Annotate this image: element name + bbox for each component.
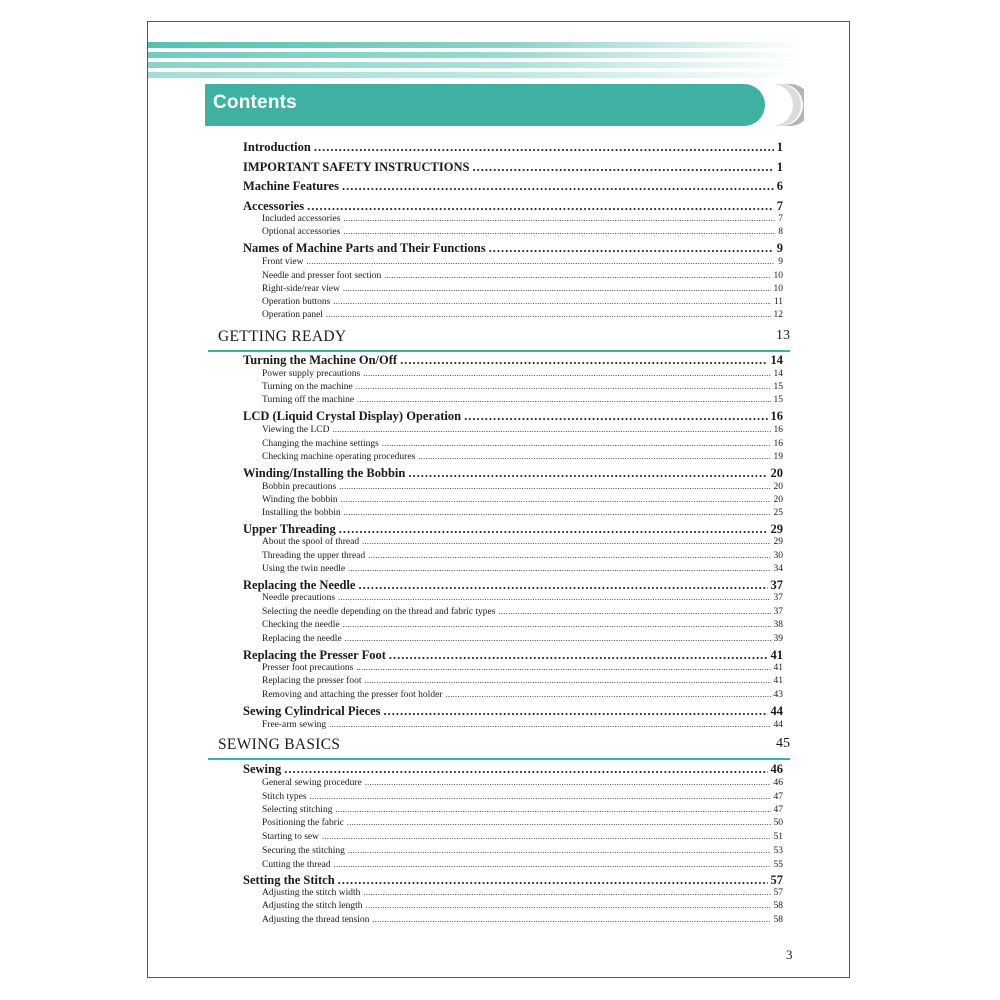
toc-entry-label: Free-arm sewing xyxy=(262,720,327,730)
dot-leader xyxy=(329,720,770,729)
toc-entry-page: 38 xyxy=(773,620,783,630)
section-page-number: 45 xyxy=(776,736,790,751)
dot-leader xyxy=(408,466,767,481)
toc-entry-label: Replacing the Needle xyxy=(243,578,356,592)
toc-entry-page: 6 xyxy=(776,179,783,193)
toc-entry-page: 57 xyxy=(770,873,783,887)
toc-entry-label: Selecting the needle depending on the thread and fabric types xyxy=(262,607,496,617)
toc-entry-label: Adjusting the stitch length xyxy=(262,901,363,911)
dot-leader xyxy=(341,495,771,504)
toc-entry-page: 20 xyxy=(773,495,783,505)
toc-entry-label: LCD (Liquid Crystal Display) Operation xyxy=(243,409,462,423)
toc-entry-label: Turning off the machine xyxy=(262,395,355,405)
toc-subentry[interactable] xyxy=(262,214,783,224)
toc-entry-page: 47 xyxy=(773,792,783,802)
dot-leader xyxy=(348,846,771,855)
toc-entry-label: Changing the machine settings xyxy=(262,439,379,449)
decorative-arc-icon xyxy=(766,84,804,126)
toc-entry-page: 53 xyxy=(773,846,783,856)
page-title: Contents xyxy=(213,92,297,113)
dot-leader xyxy=(372,915,770,924)
dot-leader xyxy=(382,439,771,448)
toc-entry-page: 57 xyxy=(773,888,783,898)
dot-leader xyxy=(472,160,773,175)
section-title: GETTING READY xyxy=(218,328,347,345)
toc-entry-label: Turning on the machine xyxy=(262,382,353,392)
toc-subentry[interactable] xyxy=(262,778,783,788)
header-stripe xyxy=(148,42,803,48)
dot-leader xyxy=(344,508,771,517)
toc-subentry[interactable] xyxy=(262,257,783,267)
dot-leader xyxy=(343,214,775,223)
dot-leader xyxy=(310,792,771,801)
toc-entry-label: Names of Machine Parts and Their Functions xyxy=(243,241,486,255)
toc-subentry[interactable] xyxy=(262,297,783,307)
toc-entry-label: Upper Threading xyxy=(243,522,336,536)
dot-leader xyxy=(358,578,767,593)
dot-leader xyxy=(357,395,770,404)
toc-subentry[interactable] xyxy=(262,818,783,828)
toc-entry-page: 47 xyxy=(773,805,783,815)
dot-leader xyxy=(342,179,774,194)
toc-entry-label: Front view xyxy=(262,257,304,267)
toc-subentry[interactable] xyxy=(262,663,783,673)
toc-entry-page: 16 xyxy=(773,425,783,435)
toc-entry-label: Power supply precautions xyxy=(262,369,361,379)
toc-entry-label: Replacing the presser foot xyxy=(262,676,362,686)
toc-entry-label: About the spool of thread xyxy=(262,537,360,547)
dot-leader xyxy=(307,199,774,214)
toc-entry[interactable] xyxy=(243,648,783,663)
toc-entry-page: 16 xyxy=(773,439,783,449)
toc-entry-label: General sewing procedure xyxy=(262,778,362,788)
toc-subentry[interactable] xyxy=(262,310,783,320)
toc-entry-page: 15 xyxy=(773,382,783,392)
dot-leader xyxy=(384,271,770,280)
toc-subentry[interactable] xyxy=(262,860,783,870)
toc-entry-page: 55 xyxy=(773,860,783,870)
toc-entry[interactable] xyxy=(243,179,783,194)
toc-entry-page: 19 xyxy=(773,452,783,462)
dot-leader xyxy=(347,818,771,827)
toc-entry-page: 37 xyxy=(770,578,783,592)
toc-subentry[interactable] xyxy=(262,901,783,911)
toc-entry-label: Securing the stitching xyxy=(262,846,345,856)
toc-entry-page: 14 xyxy=(773,369,783,379)
toc-entry[interactable] xyxy=(243,353,783,368)
toc-subentry[interactable] xyxy=(262,551,783,561)
toc-entry-page: 46 xyxy=(773,778,783,788)
dot-leader xyxy=(389,648,768,663)
toc-subentry[interactable] xyxy=(262,805,783,815)
toc-entry-label: Right-side/rear view xyxy=(262,284,340,294)
toc-subentry[interactable] xyxy=(262,846,783,856)
toc-entry-label: Bobbin precautions xyxy=(262,482,337,492)
header-stripes xyxy=(148,42,803,82)
toc-entry-page: 41 xyxy=(773,676,783,686)
toc-entry-label: Positioning the fabric xyxy=(262,818,344,828)
toc-entry-page: 41 xyxy=(773,663,783,673)
dot-leader xyxy=(365,778,771,787)
toc-entry-page: 44 xyxy=(770,704,783,718)
toc-entry-label: Sewing Cylindrical Pieces xyxy=(243,704,381,718)
toc-entry-page: 44 xyxy=(773,720,783,730)
header-stripe xyxy=(148,72,803,78)
toc-subentry[interactable] xyxy=(262,888,783,898)
dot-leader xyxy=(333,297,771,306)
toc-entry-label: Introduction xyxy=(243,140,311,154)
dot-leader xyxy=(306,257,775,266)
toc-entry-label: Selecting stitching xyxy=(262,805,333,815)
toc-entry[interactable] xyxy=(243,522,783,537)
toc-entry-page: 43 xyxy=(773,690,783,700)
toc-entry-label: Adjusting the thread tension xyxy=(262,915,370,925)
toc-entry-label: Winding/Installing the Bobbin xyxy=(243,466,406,480)
toc-entry-page: 58 xyxy=(773,915,783,925)
toc-entry-page: 51 xyxy=(773,832,783,842)
toc-subentry[interactable] xyxy=(262,271,783,281)
toc-entry-label: Checking machine operating procedures xyxy=(262,452,416,462)
toc-subentry[interactable] xyxy=(262,395,783,405)
toc-entry-page: 20 xyxy=(773,482,783,492)
toc-entry-label: Setting the Stitch xyxy=(243,873,335,887)
toc-entry-page: 11 xyxy=(773,297,783,307)
toc-entry[interactable] xyxy=(243,466,783,481)
dot-leader xyxy=(464,409,767,424)
toc-entry[interactable] xyxy=(243,578,783,593)
toc-entry-label: Sewing xyxy=(243,762,282,776)
toc-subentry[interactable] xyxy=(262,915,783,925)
toc-subentry[interactable] xyxy=(262,537,783,547)
toc-entry[interactable] xyxy=(243,409,783,424)
toc-entry-label: Adjusting the stitch width xyxy=(262,888,361,898)
toc-entry-label: IMPORTANT SAFETY INSTRUCTIONS xyxy=(243,160,470,174)
dot-leader xyxy=(334,860,771,869)
toc-entry-label: Machine Features xyxy=(243,179,339,193)
toc-entry-label: Turning the Machine On/Off xyxy=(243,353,398,367)
dot-leader xyxy=(345,634,771,643)
toc-subentry[interactable] xyxy=(262,690,783,700)
dot-leader xyxy=(314,140,774,155)
toc-entry-page: 16 xyxy=(770,409,783,423)
toc-entry-label: Threading the upper thread xyxy=(262,551,366,561)
toc-entry-label: Needle and presser foot section xyxy=(262,271,382,281)
dot-leader xyxy=(400,353,767,368)
dot-leader xyxy=(343,227,775,236)
toc-entry-page: 1 xyxy=(776,160,783,174)
toc-entry-page: 12 xyxy=(773,310,783,320)
dot-leader xyxy=(445,690,770,699)
toc-subentry[interactable] xyxy=(262,792,783,802)
dot-leader xyxy=(384,704,768,719)
dot-leader xyxy=(356,663,770,672)
dot-leader xyxy=(339,482,770,491)
section-heading xyxy=(208,736,790,760)
header-stripe xyxy=(148,52,803,58)
dot-leader xyxy=(335,805,770,814)
toc-subentry[interactable] xyxy=(262,382,783,392)
dot-leader xyxy=(363,369,770,378)
dot-leader xyxy=(338,593,770,602)
dot-leader xyxy=(343,620,771,629)
toc-entry-page: 7 xyxy=(778,214,783,224)
dot-leader xyxy=(366,901,771,910)
toc-entry-label: Replacing the needle xyxy=(262,634,342,644)
toc-entry-page: 10 xyxy=(773,271,783,281)
toc-entry-page: 15 xyxy=(773,395,783,405)
toc-subentry[interactable] xyxy=(262,564,783,574)
toc-entry-label: Starting to sew xyxy=(262,832,319,842)
toc-entry-page: 9 xyxy=(776,241,783,255)
toc-entry-page: 7 xyxy=(776,199,783,213)
contents-banner xyxy=(205,84,765,126)
toc-subentry[interactable] xyxy=(262,620,783,630)
toc-entry-label: Operation panel xyxy=(262,310,323,320)
toc-subentry[interactable] xyxy=(262,369,783,379)
toc-entry-page: 41 xyxy=(770,648,783,662)
section-page-number: 13 xyxy=(776,328,790,343)
manual-page xyxy=(147,21,850,978)
toc-entry-label: Optional accessories xyxy=(262,227,341,237)
toc-entry-page: 50 xyxy=(773,818,783,828)
toc-subentry[interactable] xyxy=(262,832,783,842)
dot-leader xyxy=(326,310,771,319)
toc-subentry[interactable] xyxy=(262,508,783,518)
toc-subentry[interactable] xyxy=(262,425,783,435)
toc-entry[interactable] xyxy=(243,704,783,719)
toc-entry-label: Operation buttons xyxy=(262,297,331,307)
toc-entry-page: 34 xyxy=(773,564,783,574)
toc-entry-label: Cutting the thread xyxy=(262,860,331,870)
toc-entry-page: 58 xyxy=(773,901,783,911)
toc-subentry[interactable] xyxy=(262,720,783,730)
toc-entry-label: Viewing the LCD xyxy=(262,425,330,435)
dot-leader xyxy=(498,607,770,616)
toc-entry-page: 14 xyxy=(770,353,783,367)
dot-leader xyxy=(362,537,770,546)
toc-entry-page: 39 xyxy=(773,634,783,644)
toc-entry[interactable] xyxy=(243,140,783,155)
toc-entry-page: 9 xyxy=(778,257,783,267)
toc-subentry[interactable] xyxy=(262,284,783,294)
toc-entry[interactable] xyxy=(243,241,783,256)
dot-leader xyxy=(343,284,771,293)
toc-entry-label: Presser foot precautions xyxy=(262,663,354,673)
toc-entry[interactable] xyxy=(243,873,783,888)
toc-entry-page: 25 xyxy=(773,508,783,518)
dot-leader xyxy=(339,522,768,537)
toc-entry-page: 10 xyxy=(773,284,783,294)
toc-subentry[interactable] xyxy=(262,593,783,603)
toc-entry-page: 29 xyxy=(770,522,783,536)
toc-entry-label: Using the twin needle xyxy=(262,564,346,574)
toc-subentry[interactable] xyxy=(262,634,783,644)
toc-entry-label: Removing and attaching the presser foot holder xyxy=(262,690,443,700)
dot-leader xyxy=(284,762,767,777)
toc-entry-label: Stitch types xyxy=(262,792,307,802)
section-title: SEWING BASICS xyxy=(218,736,341,753)
toc-entry-label: Needle precautions xyxy=(262,593,336,603)
dot-leader xyxy=(356,382,771,391)
dot-leader xyxy=(363,888,770,897)
toc-entry-page: 20 xyxy=(770,466,783,480)
toc-entry-label: Installing the bobbin xyxy=(262,508,341,518)
dot-leader xyxy=(338,873,768,888)
section-heading xyxy=(208,328,790,352)
toc-subentry[interactable] xyxy=(262,607,783,617)
page-number: 3 xyxy=(786,947,793,962)
dot-leader xyxy=(333,425,771,434)
toc-entry-page: 46 xyxy=(770,762,783,776)
toc-entry[interactable] xyxy=(243,199,783,214)
toc-entry[interactable] xyxy=(243,762,783,777)
dot-leader xyxy=(489,241,774,256)
toc-entry-page: 29 xyxy=(773,537,783,547)
toc-entry-page: 1 xyxy=(776,140,783,154)
toc-entry-label: Checking the needle xyxy=(262,620,340,630)
header-stripe xyxy=(148,62,803,68)
toc-entry-label: Included accessories xyxy=(262,214,341,224)
toc-subentry[interactable] xyxy=(262,439,783,449)
dot-leader xyxy=(322,832,771,841)
toc-entry-label: Winding the bobbin xyxy=(262,495,338,505)
dot-leader xyxy=(418,452,770,461)
toc-entry-label: Replacing the Presser Foot xyxy=(243,648,386,662)
toc-entry-page: 8 xyxy=(778,227,783,237)
toc-subentry[interactable] xyxy=(262,482,783,492)
toc-subentry[interactable] xyxy=(262,452,783,462)
toc-subentry[interactable] xyxy=(262,676,783,686)
dot-leader xyxy=(348,564,770,573)
toc-entry-page: 30 xyxy=(773,551,783,561)
toc-subentry[interactable] xyxy=(262,227,783,237)
dot-leader xyxy=(368,551,770,560)
toc-subentry[interactable] xyxy=(262,495,783,505)
toc-entry[interactable] xyxy=(243,160,783,175)
toc-entry-page: 37 xyxy=(773,593,783,603)
toc-entry-label: Accessories xyxy=(243,199,305,213)
dot-leader xyxy=(364,676,770,685)
toc-entry-page: 37 xyxy=(773,607,783,617)
